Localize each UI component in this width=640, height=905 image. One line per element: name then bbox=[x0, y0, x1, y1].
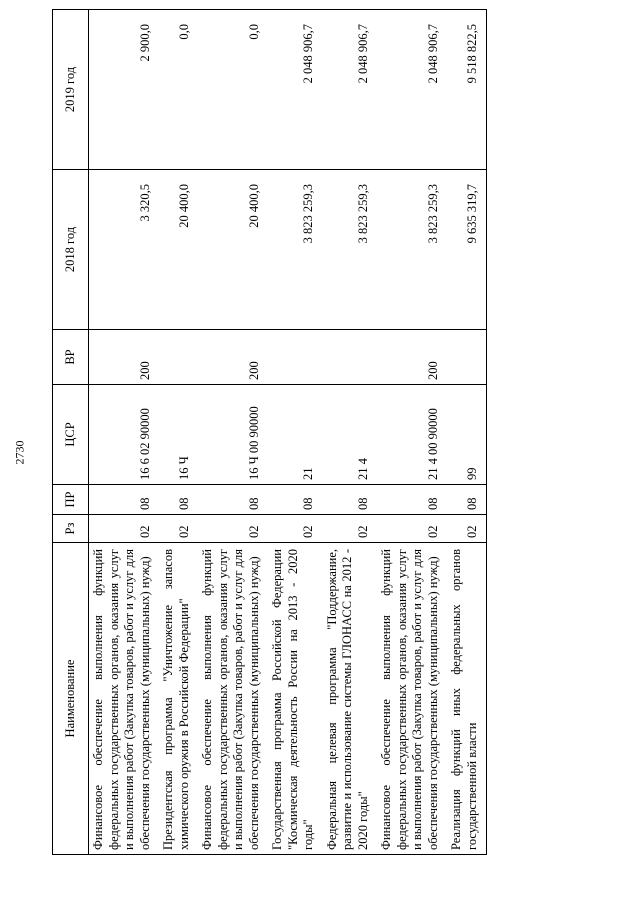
row-pr: 08 bbox=[159, 485, 198, 515]
row-2019: 2 048 906,7 bbox=[323, 10, 378, 170]
row-vr: 200 bbox=[377, 330, 447, 385]
page-number-text: 2730 bbox=[12, 440, 27, 464]
row-csr: 21 4 00 90000 bbox=[377, 385, 447, 485]
row-rz: 02 bbox=[198, 515, 268, 543]
row-vr bbox=[447, 330, 487, 385]
row-2018: 9 635 319,7 bbox=[447, 170, 487, 330]
row-csr: 99 bbox=[447, 385, 487, 485]
row-vr bbox=[323, 330, 378, 385]
row-name: Финансовое обеспечение выполнения функций федеральных государственных органов, оказания услуг и выполнения работ (Закупка товаров, работ и услуг для обеспечения государственных (муниципальных) нужд) bbox=[377, 543, 447, 855]
row-pr: 08 bbox=[268, 485, 323, 515]
row-name: Государственная программа Российской Федерации "Космическая деятельность России на 2013 - 2020 годы" bbox=[268, 543, 323, 855]
header-pr: ПР bbox=[53, 485, 89, 515]
table-row bbox=[377, 10, 447, 855]
row-vr: 200 bbox=[198, 330, 268, 385]
row-pr: 08 bbox=[89, 485, 160, 515]
row-pr: 08 bbox=[447, 485, 487, 515]
page-number bbox=[0, 436, 40, 468]
row-rz: 02 bbox=[268, 515, 323, 543]
table-row bbox=[447, 10, 487, 855]
row-pr: 08 bbox=[377, 485, 447, 515]
row-rz: 02 bbox=[377, 515, 447, 543]
table-row bbox=[89, 10, 160, 855]
row-2018: 3 823 259,3 bbox=[268, 170, 323, 330]
table-row bbox=[268, 10, 323, 855]
row-2018: 20 400,0 bbox=[159, 170, 198, 330]
table-row bbox=[159, 10, 198, 855]
row-2019: 9 518 822,5 bbox=[447, 10, 487, 170]
row-name: Финансовое обеспечение выполнения функций федеральных государственных органов, оказания услуг и выполнения работ (Закупка товаров, работ и услуг для обеспечения государственных (муниципальных) нужд) bbox=[198, 543, 268, 855]
table-header-row bbox=[53, 10, 89, 855]
row-vr bbox=[268, 330, 323, 385]
row-csr: 21 4 bbox=[323, 385, 378, 485]
table-row bbox=[323, 10, 378, 855]
row-2018: 3 823 259,3 bbox=[377, 170, 447, 330]
row-rz: 02 bbox=[323, 515, 378, 543]
row-rz: 02 bbox=[447, 515, 487, 543]
row-csr: 16 6 02 90000 bbox=[89, 385, 160, 485]
row-2018: 3 320,5 bbox=[89, 170, 160, 330]
row-rz: 02 bbox=[159, 515, 198, 543]
row-pr: 08 bbox=[323, 485, 378, 515]
row-name: Финансовое обеспечение выполнения функций федеральных государственных органов, оказания услуг и выполнения работ (Закупка товаров, работ и услуг для обеспечения государственных (муниципальных) нужд) bbox=[89, 543, 160, 855]
row-2019: 0,0 bbox=[198, 10, 268, 170]
header-2019: 2019 год bbox=[53, 10, 89, 170]
row-vr: 200 bbox=[89, 330, 160, 385]
header-vr: ВР bbox=[53, 330, 89, 385]
row-name: Реализация функций иных федеральных органов государственной власти bbox=[447, 543, 487, 855]
row-csr: 16 Ч bbox=[159, 385, 198, 485]
row-rz: 02 bbox=[89, 515, 160, 543]
row-2019: 2 900,0 bbox=[89, 10, 160, 170]
header-name: Наименование bbox=[53, 543, 89, 855]
budget-table bbox=[52, 9, 487, 855]
row-2019: 2 048 906,7 bbox=[268, 10, 323, 170]
budget-table-container bbox=[52, 10, 597, 855]
row-2019: 0,0 bbox=[159, 10, 198, 170]
table-row bbox=[198, 10, 268, 855]
row-vr bbox=[159, 330, 198, 385]
row-name: Федеральная целевая программа "Поддержание, развитие и использование системы ГЛОНАСС на 2012 - 2020 годы" bbox=[323, 543, 378, 855]
row-csr: 16 Ч 00 90000 bbox=[198, 385, 268, 485]
row-csr: 21 bbox=[268, 385, 323, 485]
header-csr: ЦСР bbox=[53, 385, 89, 485]
header-rz: Рз bbox=[53, 515, 89, 543]
row-2018: 20 400,0 bbox=[198, 170, 268, 330]
row-2019: 2 048 906,7 bbox=[377, 10, 447, 170]
row-2018: 3 823 259,3 bbox=[323, 170, 378, 330]
header-2018: 2018 год bbox=[53, 170, 89, 330]
row-pr: 08 bbox=[198, 485, 268, 515]
row-name: Президентская программа "Уничтожение запасов химического оружия в Российской Федерации" bbox=[159, 543, 198, 855]
